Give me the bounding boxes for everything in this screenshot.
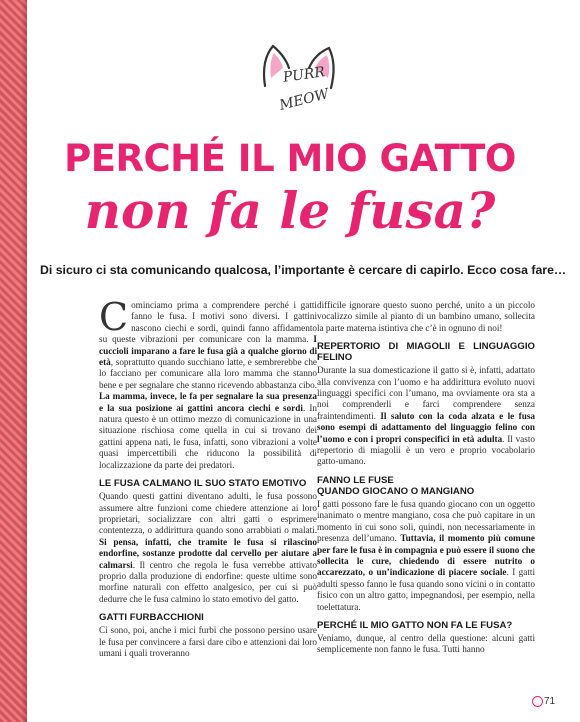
text-run: Quando questi gattini diventano adulti, le fusa possono assumere altre funzioni come chiedere attenzione ai loro proprietari, socializzare con altri gatti o esprimere contentezza, o addirittura quando sono arrabbiati o malati. — [99, 491, 317, 536]
logo-text-meow: MEOW — [277, 86, 331, 114]
bold-run: Si pensa, infatti, che tramite le fusa si rilascino endorfine, sostanze prodotte dal cervello per aiutare a calmarsi — [99, 536, 317, 570]
heading-line: QUANDO GIOCANO O MANGIANO — [317, 485, 475, 497]
section-heading — [317, 475, 535, 497]
purr-meow-logo — [251, 38, 343, 133]
title-line-2: non fa le fusa? — [84, 181, 496, 240]
text-run: . Il vasto repertorio di miagolii è un vero e proprio vocabolario gatto-umano. — [317, 433, 535, 467]
page-number-text: 71 — [544, 696, 556, 708]
left-column — [99, 295, 318, 664]
magazine-logo-icon — [532, 696, 543, 707]
text-run: Durante la sua domesticazione il gatto si è, infatti, adattato alla convivenza con l’uomo e ha addirittura evoluto nuovi linguaggi specifici con l’umano, ma ovviamente ora sta a noi comprenderli e farci comprendere senza fraintendimenti. — [317, 365, 535, 421]
text-run: . I gatti adulti spesso fanno le fusa quando sono vicini o in contatto fisico con un altro gatto, impegnandosi, per esempio, nella toelettatura. — [317, 567, 536, 612]
right-column — [317, 300, 535, 661]
photo-edge-strip — [0, 0, 27, 722]
body-paragraph: difficile ignorare questo suono perché, unito a un piccolo vocalizzo simile al pianto di un bambino umano, sollecita la parte materna istintiva che c’è in ognuno di noi! — [317, 300, 535, 333]
text-run: ominciamo prima a comprendere perché i gatti fanno le fusa. I motivi sono diversi. I gattini nascono ciechi e sordi, quindi fanno affidamento su queste vibrazioni per comunicare con la mamma. — [99, 300, 317, 345]
heading-line: FANNO LE FUSE — [317, 474, 394, 486]
page-number — [532, 696, 555, 707]
section-heading: LE FUSA CALMANO IL SUO STATO EMOTIVO — [99, 478, 307, 490]
section-heading: REPERTORIO DI MIAGOLII E LINGUAGGIO FELINO — [317, 341, 535, 364]
dropcap: C — [99, 295, 129, 339]
body-paragraph: Veniamo, dunque, al centro della questione: alcuni gatti semplicemente non fanno le fusa. Tutti hanno — [317, 632, 535, 655]
bold-run: I cuccioli imparano a fare le fusa già a qualche giorno di età — [99, 334, 317, 368]
section-heading: GATTI FURBACCHIONI — [99, 612, 204, 624]
section-heading: PERCHÉ IL MIO GATTO NON FA LE FUSA? — [317, 619, 513, 631]
standfirst: Di sicuro ci sta comunicando qualcosa, l’importante è cercare di capirlo. Ecco cosa fare… — [40, 263, 567, 277]
bold-run: Il saluto con la coda alzata e le fusa sono esempi di adattamento del linguaggio felino con l’uomo e con i propri conspecifici in età adulta — [317, 410, 535, 444]
cat-ears-icon — [251, 38, 343, 133]
text-run: . In natura questo è un ottimo mezzo di comunicazione in una situazione rischiosa come quella in cui si trovano dei gattini appena nati, le fusa, infatti, sono vibrazioni a volte quasi impercettibili che riducono la possibilità di localizzazione da parte dei predatori. — [99, 402, 318, 470]
logo-text-purr: PURR — [282, 64, 326, 86]
body-paragraph: Ci sono, poi, anche i mici furbi che possono persino usare le fusa per convincere a farsi dare cibo e attenzioni dai loro umani i quali troveranno — [99, 625, 317, 658]
text-run: , soprattutto quando succhiano latte, e sembrerebbe che lo facciano per comunicare alla loro mamma che stanno bene e per segnalare che stanno ricevendo abbastanza cibo. — [99, 357, 317, 390]
intro-paragraph — [99, 295, 318, 471]
bold-run: Tuttavia, il momento più comune per fare le fusa è in compagnia e può essere il suono che sollecita le cure, chiedendo di essere nutrito o accarezzato, o un’indicazione di piacere sociale — [317, 533, 535, 578]
title-line-1: PERCHÉ IL MIO GATTO — [64, 137, 516, 180]
text-run: I gatti possono fare le fusa quando giocano con un oggetto inanimato o mentre mangiano, cosa che può capitare in un momento in cui sono soli, quindi, non necessariamente in presenza dell’umano. — [317, 498, 535, 544]
bold-run: La mamma, invece, le fa per segnalare la sua presenza e la sua posizione ai gattini ancora ciechi e sordi — [99, 391, 317, 413]
text-run: . Il centro che regola le fusa verrebbe attivato proprio dalla produzione di endorfine: queste ultime sono morfine naturali con effetto analgesico, per cui si può dedurre che le fusa calmino lo stato emotivo del gatto. — [99, 559, 317, 604]
body-paragraph — [99, 491, 317, 605]
body-paragraph — [317, 499, 535, 613]
body-paragraph — [317, 365, 535, 468]
